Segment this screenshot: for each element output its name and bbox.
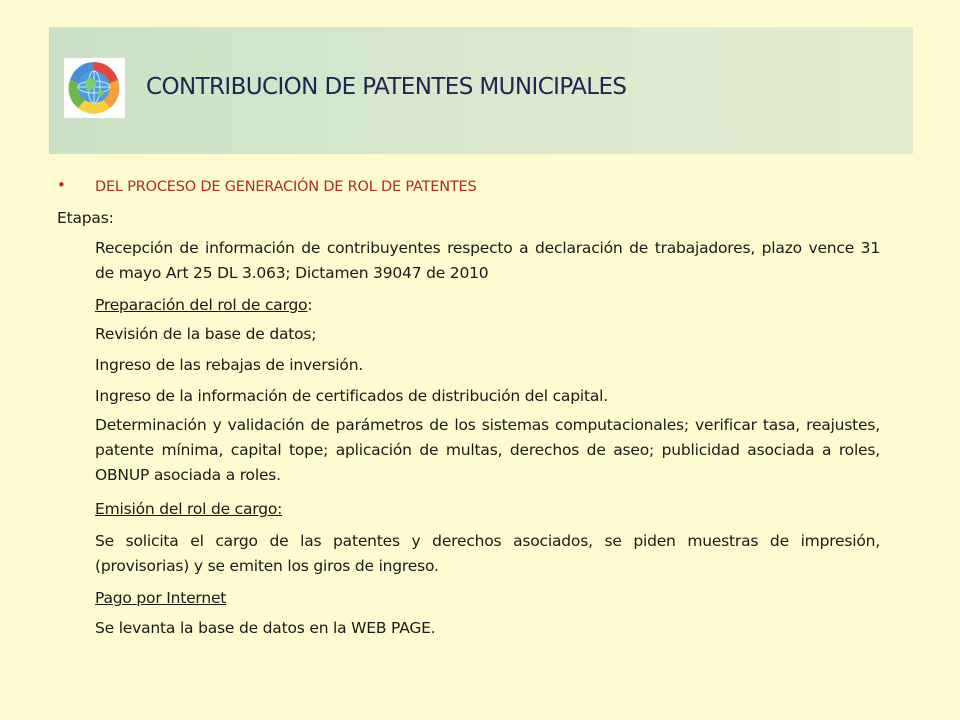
- prep-heading-line: [95, 296, 312, 314]
- prep-colon: :: [307, 296, 313, 314]
- reception-text: Recepción de información de contribuyentes respecto a declaración de trabajadores, plazo vence 31 de mayo Art 25 DL 3.063; Dictamen 39047 de 2010: [95, 239, 880, 282]
- stages-label: Etapas:: [57, 209, 114, 227]
- payment-heading-line: [95, 589, 226, 607]
- page-title: CONTRIBUCION DE PATENTES MUNICIPALES: [146, 74, 627, 100]
- parameters-text: Determinación y validación de parámetros de los sistemas computacionales; verificar tasa, reajustes, patente mínima, capital tope; aplicación de multas, derechos de aseo; publicidad asociada a roles, OBNUP asociada a roles.: [95, 416, 880, 484]
- payment-heading: Pago por Internet: [95, 589, 227, 607]
- capital-certificates: Ingreso de la información de certificados de distribución del capital.: [95, 387, 608, 405]
- payment-text: Se levanta la base de datos en la WEB PAGE.: [95, 619, 436, 637]
- emission-heading-line: [95, 500, 282, 518]
- review-db: Revisión de la base de datos;: [95, 325, 317, 343]
- section-heading: DEL PROCESO DE GENERACIÓN DE ROL DE PATENTES: [95, 179, 477, 195]
- investment-rebates: Ingreso de las rebajas de inversión.: [95, 356, 364, 374]
- prep-heading: Preparación del rol de cargo: [95, 296, 308, 314]
- emission-heading: Emisión del rol de cargo:: [95, 500, 283, 518]
- emission-text: Se solicita el cargo de las patentes y derechos asociados, se piden muestras de impresión, (provisorias) y se emiten los giros de ingreso.: [95, 532, 880, 575]
- bullet-icon: •: [57, 176, 66, 194]
